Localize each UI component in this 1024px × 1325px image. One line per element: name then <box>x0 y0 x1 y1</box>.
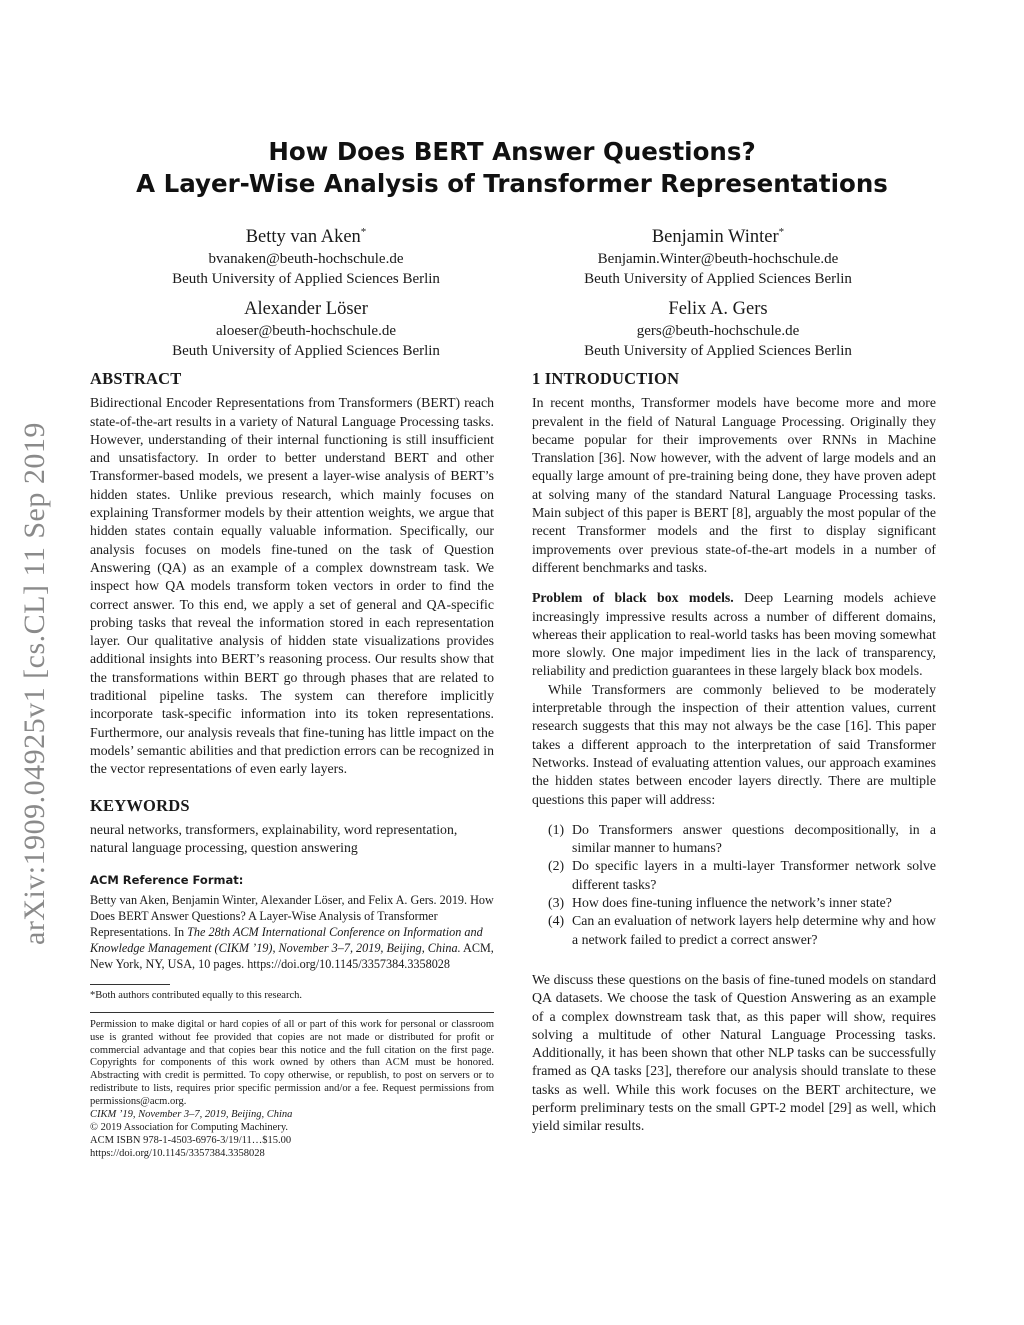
intro-paragraph-4: We discuss these questions on the basis of fine-tuned models on standard QA datasets. We choose the task of Question Answering as an example of a complex downstream task that, as this paper will show, requires solving a multitude of other Natural Language Processing tasks. Additionally, it has been shown that other NLP tasks can be successfully framed as QA tasks [23], therefore our analysis should translate to these tasks as well. While this work focuses on the BERT architecture, we perform preliminary tests on the small GPT-2 model [29] as well, which yield similar results. <box>532 971 936 1134</box>
arxiv-identifier-stamp: arXiv:1909.04925v1 [cs.CL] 11 Sep 2019 <box>18 422 51 945</box>
author-email: gers@beuth-hochschule.de <box>636 323 800 339</box>
acm-reference-publisher: ACM, New York, NY, USA, 10 pages. https://doi.org/10.1145/3357384.3358028 <box>90 940 494 971</box>
list-item-text: Do Transformers answer questions decompositionally, in a similar manner to humans? <box>572 821 936 856</box>
list-item <box>532 894 936 912</box>
introduction-heading: 1 INTRODUCTION <box>532 369 680 388</box>
author-affiliation: Beuth University of Applied Sciences Berlin <box>172 271 440 288</box>
intro-paragraph-2 <box>532 589 936 680</box>
author-name: Benjamin Winter <box>651 227 779 248</box>
left-column <box>90 370 494 1161</box>
research-questions-list <box>532 821 936 949</box>
list-item-text: How does fine-tuning influence the network’s inner state? <box>572 895 892 911</box>
keywords-text: neural networks, transformers, explainability, word representation, natural language processing, question answering <box>90 821 458 856</box>
list-item-number: (3) <box>548 895 565 911</box>
acm-reference-venue: The 28th ACM International Conference on Information and Knowledge Management (CIKM ’19), November 3–7, 2019, Beijing, China. <box>90 924 483 955</box>
list-item <box>532 821 936 858</box>
abstract-text: Bidirectional Encoder Representations from Transformers (BERT) reach state-of-the-art results in a variety of Natural Language Processing tasks. However, understanding of their internal functioning is still insufficient and unsatisfactory. In order to better understand BERT and other Transformer-based models, we present a layer-wise analysis of BERT’s hidden states. Unlike previous research, which mainly focuses on explaining Transformer models by their attention weights, we argue that hidden states contain equally valuable information. Specifically, our analysis focuses on models fine-tuned on the task of Question Answering (QA) as an example of a complex downstream task. We inspect how QA models transform token vectors in order to find the correct answer. To this end, we apply a set of general and QA-specific probing tasks that reveal the information stored in each representation layer. Our qualitative analysis of hidden state visualizations provides additional insights into BERT’s reasoning process. Our results show that the transformations within BERT go through phases that are related to traditional pipeline tasks. The system can therefore implicitly incorporate task-specific information into its token representations. Furthermore, our analysis reveals that fine-tuning has little impact on the models’ semantic abilities and that prediction errors can be recognized in the vector representations of even early layers. <box>90 395 494 777</box>
acm-reference-authors: Betty van Aken, Benjamin Winter, Alexander Löser, and Felix A. Gers. 2019. How Does BERT Answer Questions? A Layer-Wise Analysis of Transformer Representations. In <box>90 892 494 939</box>
author-name: Felix A. Gers <box>668 299 768 319</box>
author-affiliation: Beuth University of Applied Sciences Berlin <box>584 271 852 288</box>
list-item-number: (2) <box>548 858 565 874</box>
conference-line: CIKM ’19, November 3–7, 2019, Beijing, China <box>90 1109 293 1121</box>
equal-contribution-footnote: *Both authors contributed equally to this research. <box>90 989 302 1001</box>
list-item-number: (4) <box>548 913 565 929</box>
acm-reference-heading: ACM Reference Format: <box>90 873 244 888</box>
title-line-2: A Layer-Wise Analysis of Transformer Representations <box>136 169 888 198</box>
keywords-heading: KEYWORDS <box>90 795 190 815</box>
author-block-1 <box>106 220 506 289</box>
author-email: bvanaken@beuth-hochschule.de <box>208 251 404 268</box>
author-affiliation: Beuth University of Applied Sciences Berlin <box>172 343 440 359</box>
abstract-heading: ABSTRACT <box>90 369 182 388</box>
acm-reference-text <box>90 892 494 972</box>
intro-paragraph-1: In recent months, Transformer models have become more and more prevalent in the field of Natural Language Processing. Originally they became popular for their improvements over RNNs in Machine Translation [36]. Now however, with the advent of large models and an equally large amount of pre-training being done, they have proven adept at solving many of the standard Natural Language Processing tasks. Main subject of this paper is BERT [8], arguably the most popular of the recent Transformer models and the first to display significant improvements over previous state-of-the-art models in a number of different benchmarks and tasks. <box>532 395 936 575</box>
author-name: Betty van Aken <box>245 227 361 248</box>
black-box-run-in-heading: Problem of black box models. <box>532 590 734 606</box>
list-item-number: (1) <box>548 821 565 837</box>
author-affiliation: Beuth University of Applied Sciences Berlin <box>584 343 852 359</box>
list-item <box>532 912 936 949</box>
author-block-2 <box>518 220 918 289</box>
author-email: Benjamin.Winter@beuth-hochschule.de <box>597 251 839 268</box>
author-block-3 <box>106 297 506 361</box>
author-block-4 <box>518 297 918 361</box>
list-item-text: Do specific layers in a multi-layer Transformer network solve different tasks? <box>572 858 936 892</box>
intro-paragraph-3: While Transformers are commonly believed to be moderately interpretable through the inspection of their attention values, current research suggests that this may not always be the case [16]. This paper takes a different approach to the interpretation of said Transformer Networks. Instead of evaluating attention values, our approach examines the hidden states between encoder layers directly. There are multiple questions this paper will address: <box>532 681 936 807</box>
equal-contribution-mark: * <box>360 226 367 238</box>
permission-notice: Permission to make digital or hard copies of all or part of this work for personal or classroom use is granted without fee provided that copies are not made or distributed for profit or commercial advantage and that copies bear this notice and the full citation on the first page. Copyrights for components of this work owned by others than ACM must be honored. Abstracting with credit is permitted. To copy otherwise, or republish, to post on servers or to redistribute to lists, requires prior specific permission and/or a fee. Request permissions from permissions@acm.org. <box>90 1018 494 1108</box>
black-box-text: Deep Learning models achieve increasingly impressive results across a number of different domains, whereas their application to real-world tasks has been moving somewhat more slowly. One major impediment lies in the lack of transparency, reliability and prediction guarantees in these largely black box models. <box>532 590 936 679</box>
isbn-line: ACM ISBN 978-1-4503-6976-3/19/11…$15.00 <box>90 1134 292 1146</box>
author-email: aloeser@beuth-hochschule.de <box>216 323 396 339</box>
right-column <box>532 370 936 1136</box>
list-item <box>532 857 936 894</box>
list-item-text: Can an evaluation of network layers help determine why and how a network failed to predict a correct answer? <box>572 913 936 947</box>
doi-line: https://doi.org/10.1145/3357384.3358028 <box>90 1147 265 1159</box>
footnote-rule <box>90 984 170 985</box>
paper-title <box>0 136 1024 200</box>
copyright-line: © 2019 Association for Computing Machinery. <box>90 1121 289 1133</box>
permission-rule <box>90 1012 494 1013</box>
equal-contribution-mark: * <box>778 226 785 238</box>
author-name: Alexander Löser <box>244 299 368 319</box>
title-line-1: How Does BERT Answer Questions? <box>268 137 756 166</box>
